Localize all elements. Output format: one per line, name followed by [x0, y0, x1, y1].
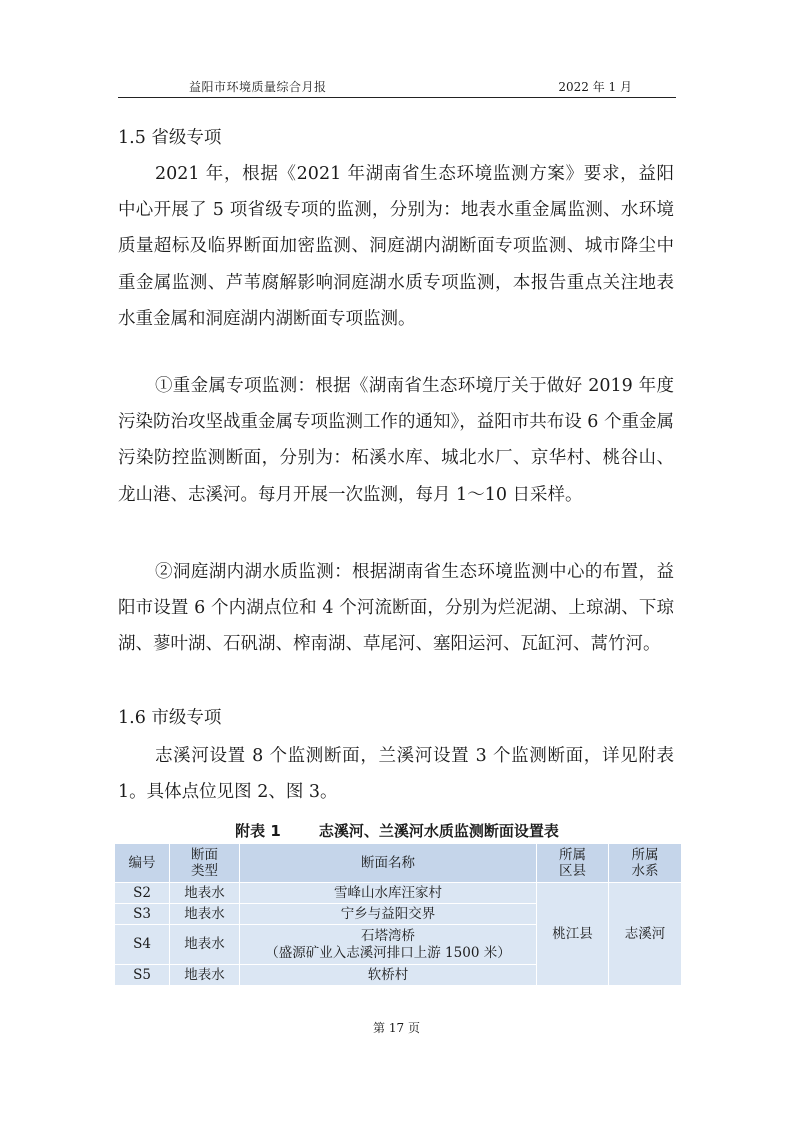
paragraph-provincial-intro: 2021 年，根据《2021 年湖南省生态环境监测方案》要求，益阳中心开展了 5 项省级专项的监测，分别为：地表水重金属监测、水环境质量超标及临界断面加密监测、洞庭湖内湖断面专项监测、城市降尘中重金属监测、芦苇腐解影响洞庭湖水质专项监测，本报告重点关注地表水重金属和洞庭湖内湖断面专项监测。 [118, 164, 674, 329]
cell-name-line1: 石塔湾桥 [361, 927, 415, 944]
cell-id: S4 [115, 925, 170, 965]
paragraph-dongting: ②洞庭湖内湖水质监测：根据湖南省生态环境监测中心的布置，益阳市设置 6 个内湖点位和 4 个河流断面，分别为烂泥湖、上琼湖、下琼湖、蓼叶湖、石矾湖、榨南湖、草尾河、塞阳运河、瓦缸河、蒿竹河。 [118, 562, 674, 655]
cell-system: 志溪河 [609, 883, 682, 986]
monitoring-section-table [114, 843, 682, 986]
table-title: 志溪河、兰溪河水质监测断面设置表 [318, 822, 559, 840]
header-system: 所属水系 [609, 844, 682, 883]
cell-name-line2: （盛源矿业入志溪河排口上游 1500 米） [265, 944, 511, 961]
cell-name: 宁乡与益阳交界 [240, 904, 537, 925]
report-title: 益阳市环境质量综合月报 [189, 80, 327, 94]
header-name: 断面名称 [240, 844, 537, 883]
table-header-row [115, 844, 682, 883]
cell-type: 地表水 [170, 904, 240, 925]
cell-name: 雪峰山水库汪家村 [240, 883, 537, 904]
header-id: 编号 [115, 844, 170, 883]
page-number: 第 17 页 [373, 1021, 420, 1035]
paragraph-municipal: 志溪河设置 8 个监测断面，兰溪河设置 3 个监测断面，详见附表 1。具体点位见图 2、图 3。 [118, 746, 674, 803]
cell-name: 软桥村 [240, 965, 537, 986]
table-caption [118, 820, 676, 841]
header-county: 所属区县 [537, 844, 609, 883]
cell-id: S2 [115, 883, 170, 904]
cell-id: S3 [115, 904, 170, 925]
table-row [115, 883, 682, 904]
cell-name [240, 925, 537, 965]
header-divider [118, 97, 676, 98]
cell-county: 桃江县 [537, 883, 609, 986]
cell-type: 地表水 [170, 883, 240, 904]
section-heading-municipal: 1.6 市级专项 [118, 708, 222, 728]
cell-id: S5 [115, 965, 170, 986]
paragraph-heavy-metal: ①重金属专项监测：根据《湖南省生态环境厅关于做好 2019 年度污染防治攻坚战重金属专项监测工作的通知》，益阳市共布设 6 个重金属污染防控监测断面，分别为：柘溪水库、城北水厂、京华村、桃谷山、龙山港、志溪河。每月开展一次监测，每月 1～10 日采样。 [118, 376, 675, 505]
cell-type: 地表水 [170, 965, 240, 986]
page-header [118, 76, 676, 98]
report-date: 2022 年 1 月 [558, 80, 632, 94]
cell-type: 地表水 [170, 925, 240, 965]
table-label: 附表 1 [235, 822, 281, 840]
header-type: 断面类型 [170, 844, 240, 883]
section-heading-provincial: 1.5 省级专项 [118, 128, 222, 148]
